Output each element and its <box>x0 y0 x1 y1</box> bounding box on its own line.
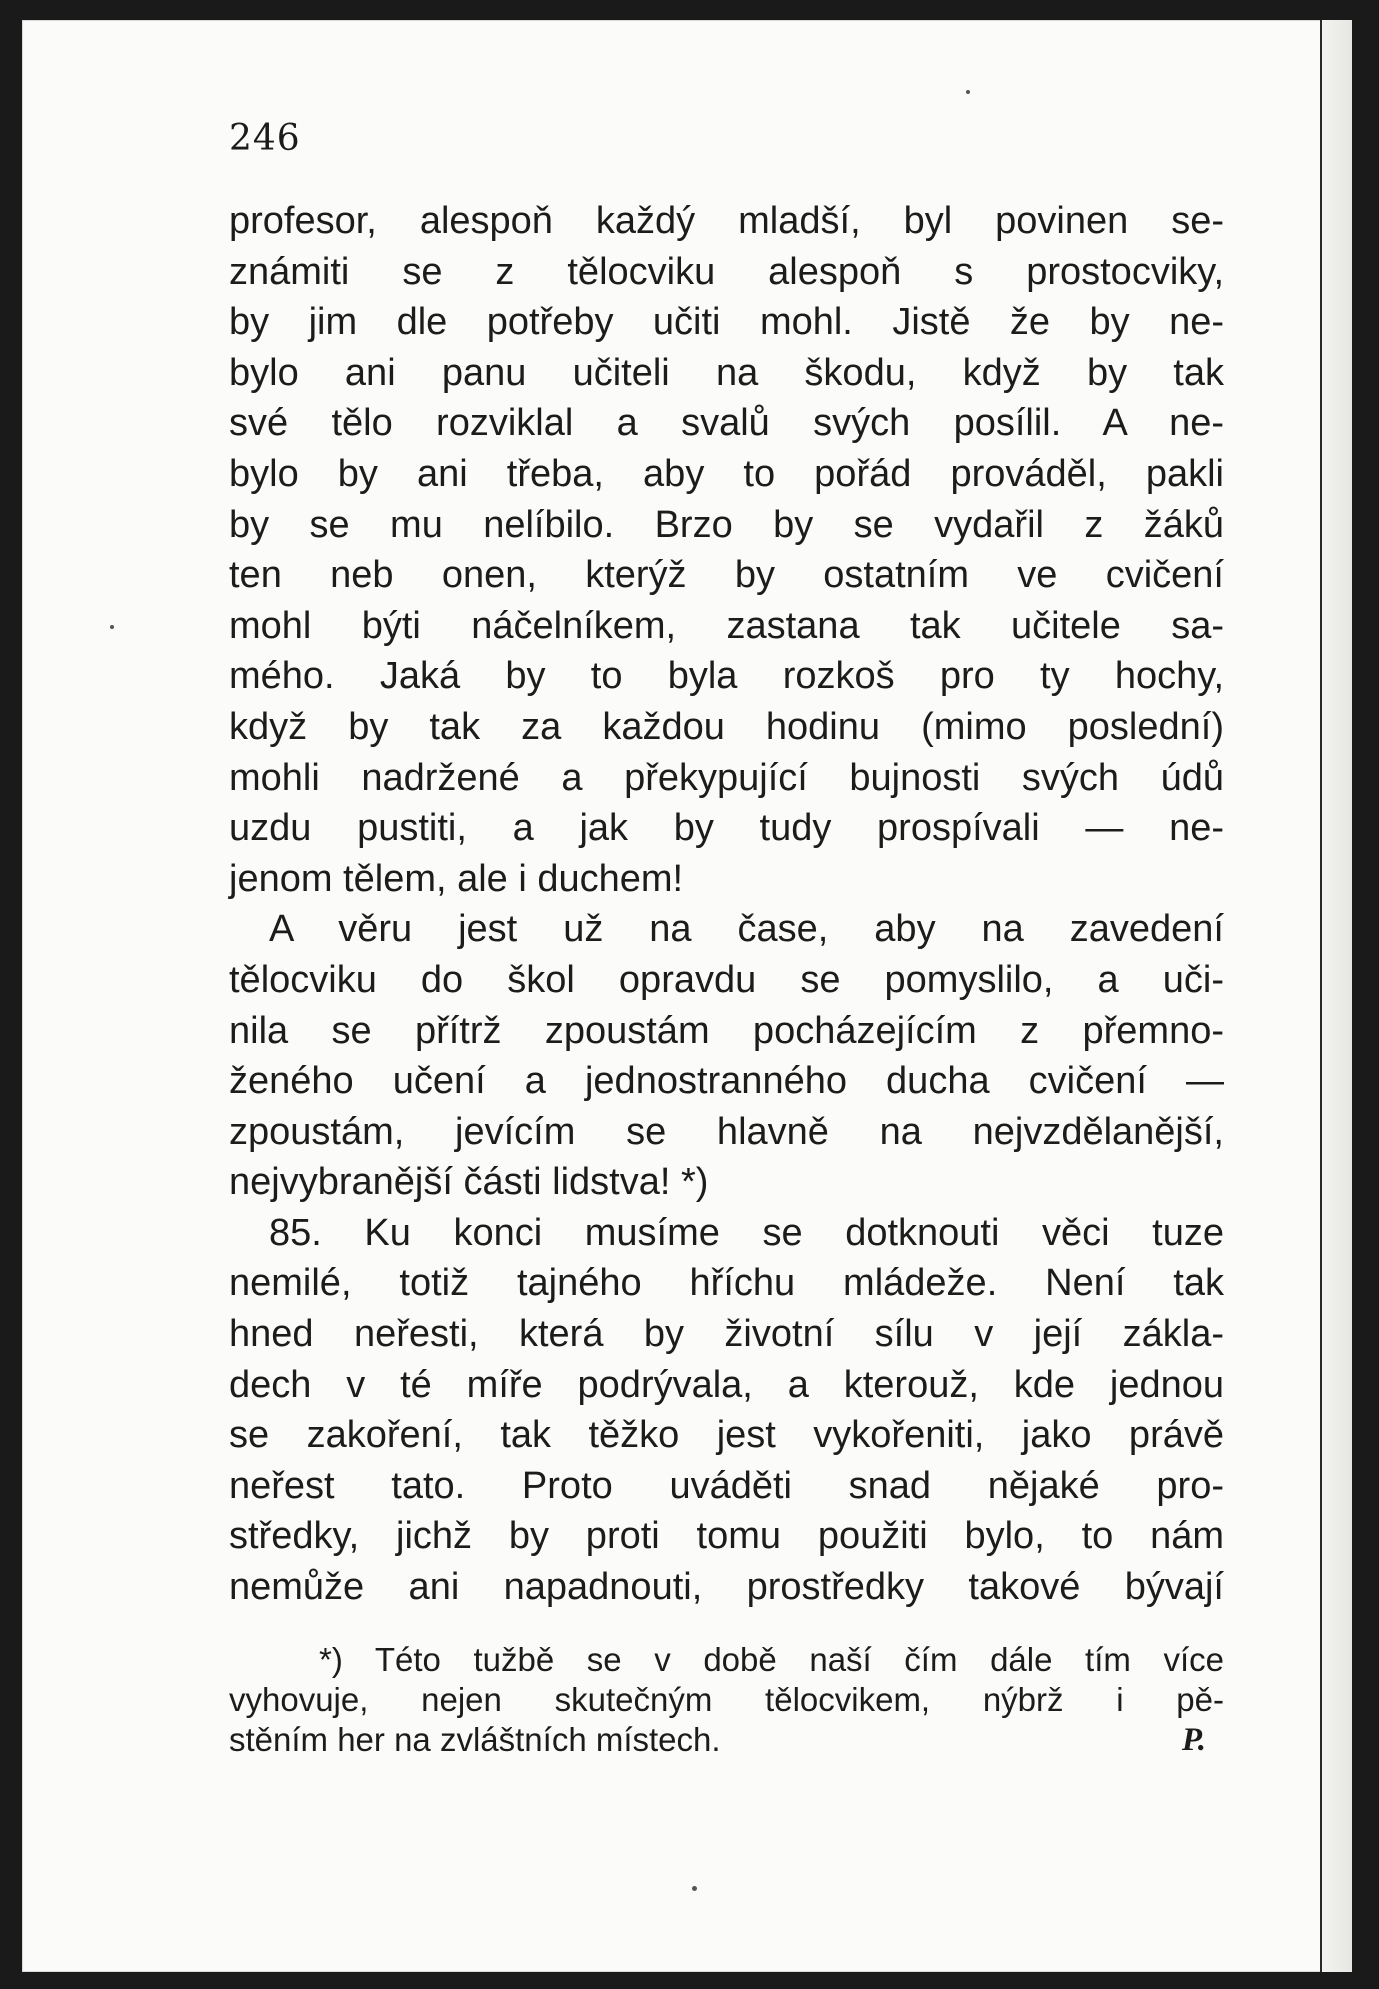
text-line: se zakoření, tak těžko jest vykořeniti, jako právě <box>229 1414 1224 1457</box>
page-edge <box>1320 20 1352 1972</box>
scan-speck <box>966 90 970 94</box>
text-line: bylo by ani třeba, aby to pořád prováděl, pakli <box>229 452 1224 495</box>
text-line: by jim dle potřeby učiti mohl. Jistě že by ne- <box>229 301 1224 344</box>
footnote-line: vyhovuje, nejen skutečným tělocvikem, nýbrž i pě- <box>229 1681 1224 1718</box>
footnote-last-line <box>229 1720 1224 1760</box>
text-line: profesor, alespoň každý mladší, byl povinen se- <box>229 200 1224 242</box>
footnote <box>229 1640 1224 1760</box>
text-line: uzdu pustiti, a jak by tudy prospívali — ne- <box>229 807 1224 850</box>
text-line: tělocviku do škol opravdu se pomyslilo, a uči- <box>229 958 1224 1001</box>
text-line: neřest tato. Proto uváděti snad nějaké pro- <box>229 1464 1224 1507</box>
text-line: když by tak za každou hodinu (mimo poslední) <box>229 705 1224 748</box>
text-line: zpoustám, jevícím se hlavně na nejvzdělanější, <box>229 1110 1224 1153</box>
text-line: mohli nadržené a překypující bujnosti svých údů <box>229 756 1224 799</box>
text-line: hned neřesti, která by životní sílu v její zákla- <box>229 1313 1224 1356</box>
text-line: středky, jichž by proti tomu použiti bylo, to nám <box>229 1515 1224 1558</box>
text-line: A věru jest už na čase, aby na zavedení <box>269 908 1224 951</box>
book-page <box>22 20 1352 1972</box>
text-line: ženého učení a jednostranného ducha cvičení — <box>229 1060 1224 1103</box>
text-line: by se mu nelíbilo. Brzo by se vydařil z žáků <box>229 503 1224 546</box>
text-line: mého. Jaká by to byla rozkoš pro ty hochy, <box>229 655 1224 698</box>
text-line: dech v té míře podrývala, a kterouž, kde jednou <box>229 1363 1224 1406</box>
text-line: známiti se z tělocviku alespoň s prostocviky, <box>229 250 1224 293</box>
text-line: nemilé, totiž tajného hříchu mládeže. Není tak <box>229 1262 1224 1305</box>
footnote-line: stěním her na zvláštních místech. <box>229 1721 721 1758</box>
text-line: nejvybranější části lidstva! *) <box>229 1161 709 1204</box>
text-line: jenom tělem, ale i duchem! <box>229 857 684 900</box>
body-text <box>229 196 1224 1613</box>
footnote-signature: P. <box>1181 1722 1206 1758</box>
text-line: bylo ani panu učiteli na škodu, když by tak <box>229 351 1224 394</box>
text-line: mohl býti náčelníkem, zastana tak učitele sa- <box>229 604 1224 647</box>
footnote-line: *) Této tužbě se v době naší čím dále tím více <box>319 1641 1224 1678</box>
text-line: nila se přítrž zpoustám pocházejícím z přemno- <box>229 1009 1224 1052</box>
text-line: ten neb onen, kterýž by ostatním ve cvičení <box>229 554 1224 597</box>
text-line: 85. Ku konci musíme se dotknouti věci tuze <box>269 1211 1224 1254</box>
text-line: své tělo rozviklal a svalů svých posílil. A ne- <box>229 402 1224 445</box>
page-number: 246 <box>229 118 301 159</box>
scan-speck <box>692 1886 697 1891</box>
scan-speck <box>110 625 114 629</box>
text-line: nemůže ani napadnouti, prostředky takové bývají <box>229 1566 1224 1609</box>
